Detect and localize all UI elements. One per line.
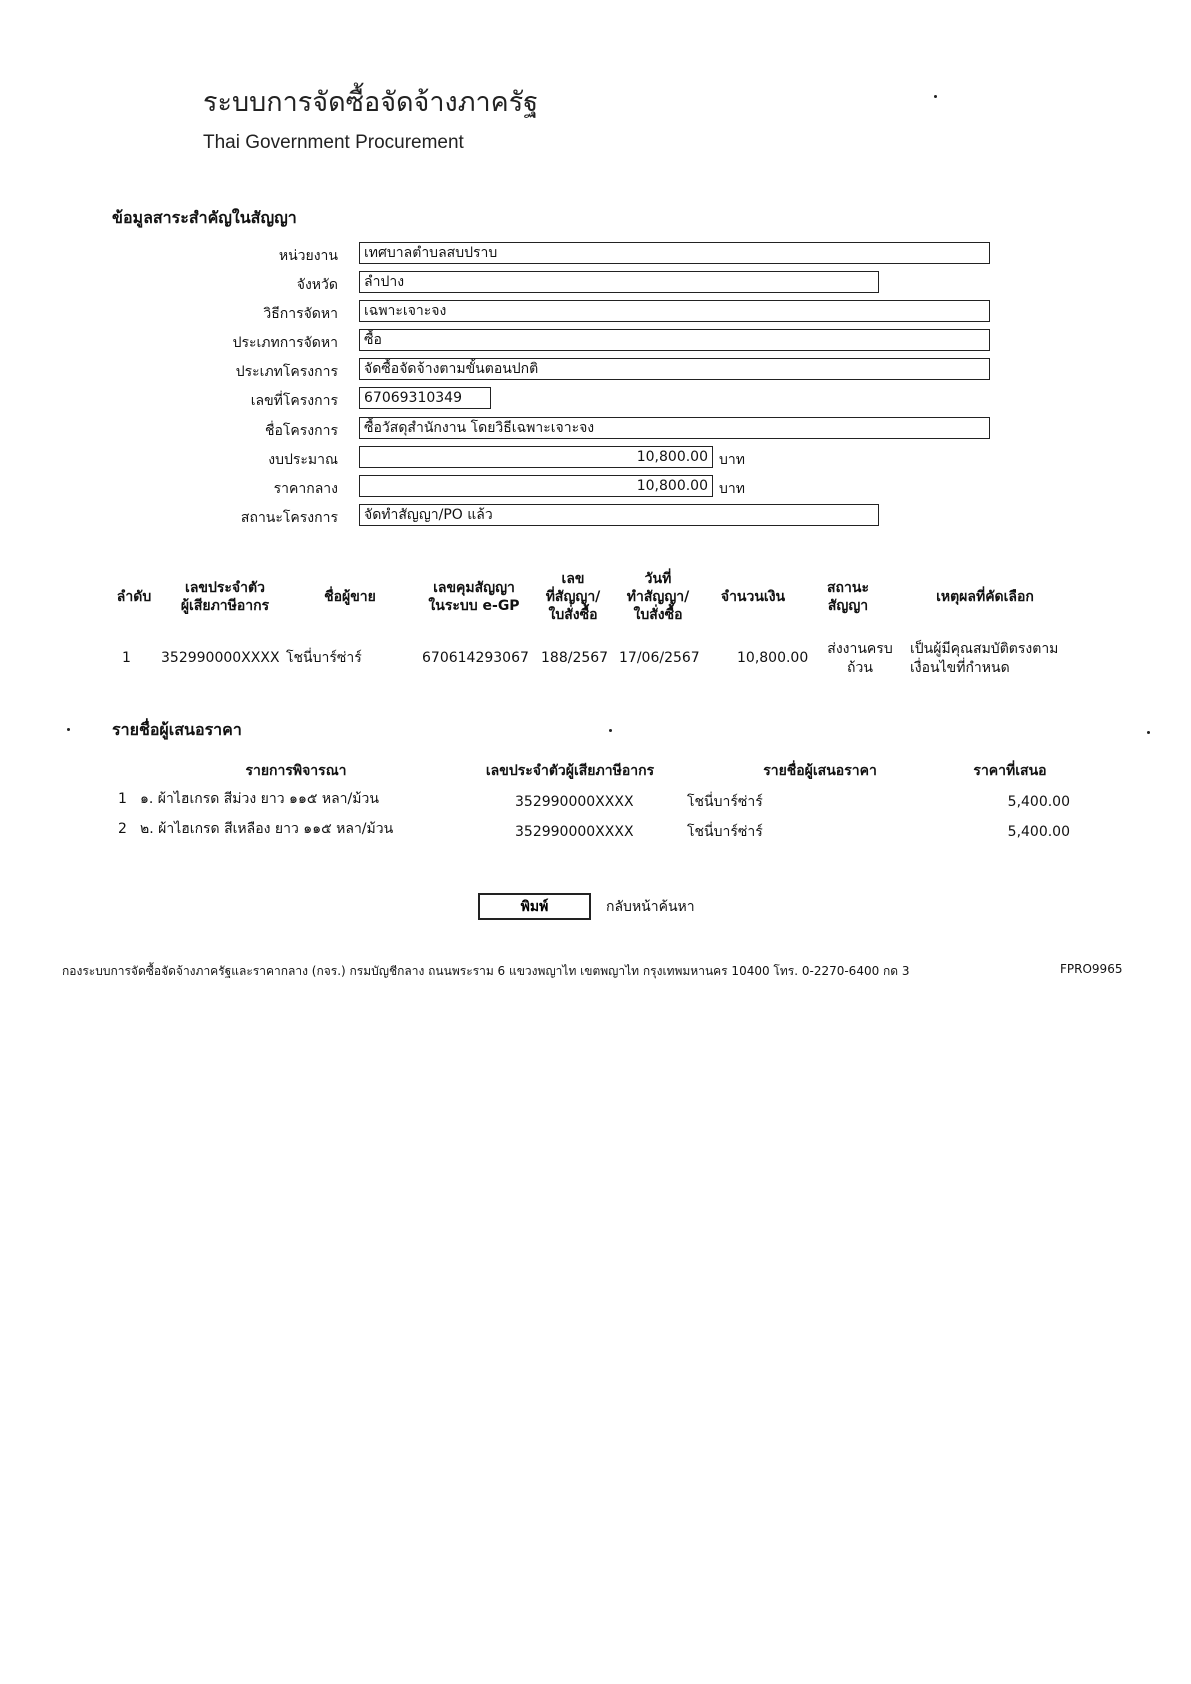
field-value-project-number: 67069310349 [359,387,491,409]
contract-col-egp [414,579,534,615]
contract-row-reason-line1: เป็นผู้มีคุณสมบัติตรงตาม [910,641,1059,657]
contract-col-date-line1: วันที่ [644,571,672,587]
contract-row-vendor: โชนี่บาร์ซ่าร์ [286,650,362,666]
contract-info-heading: ข้อมูลสาระสำคัญในสัญญา [112,208,297,227]
contract-row-no: 1 [122,650,131,666]
field-value-procurement-type: ซื้อ [359,329,990,351]
back-to-search-link[interactable]: กลับหน้าค้นหา [606,899,695,915]
field-value-project-status: จัดทำสัญญา/PO แล้ว [359,504,879,526]
contract-col-no: ลำดับ [116,589,152,605]
contract-col-egp-line1: เลขคุมสัญญา [433,580,515,596]
field-value-project-type: จัดซื้อจัดจ้างตามขั้นตอนปกติ [359,358,990,380]
footer-address: กองระบบการจัดซื้อจัดจ้างภาครัฐและราคากลาง (กจร.) กรมบัญชีกลาง ถนนพระราม 6 แขวงพญาไท เขตพญาไท กรุงเทพมหานคร 10400 โทร. 0-2270-6400 กด 3 [62,964,910,978]
field-value-budget: 10,800.00 [359,446,713,468]
contract-col-date [614,570,702,624]
bidder-row-name: โชนี่บาร์ซ่าร์ [687,824,763,840]
contract-col-contract-no-line2: ที่สัญญา/ [545,589,601,605]
bidder-row-price: 5,400.00 [1007,794,1070,810]
field-label-procurement-type: ประเภทการจัดหา [232,335,338,351]
contract-col-status-line1: สถานะ [827,580,869,596]
bidder-row-tax-id: 352990000XXXX [515,794,634,810]
contract-row-tax-id: 352990000XXXX [161,650,280,666]
field-value-method: เฉพาะเจาะจง [359,300,990,322]
contract-col-contract-no-line1: เลข [561,571,585,587]
page-title-english: Thai Government Procurement [203,132,464,153]
field-label-project-status: สถานะโครงการ [240,510,338,526]
contract-row-reason-line2: เงื่อนไขที่กำหนด [910,660,1010,676]
contract-col-tax-id-line2: ผู้เสียภาษีอากร [180,598,270,614]
field-label-project-type: ประเภทโครงการ [235,364,338,380]
contract-col-status [810,579,886,615]
contract-row-status-line1: ส่งงานครบ [827,641,893,657]
bidders-heading: รายชื่อผู้เสนอราคา [112,720,242,739]
contract-row-amount: 10,800.00 [737,650,809,666]
bidder-row-price: 5,400.00 [1007,824,1070,840]
field-value-project-name: ซื้อวัสดุสำนักงาน โดยวิธีเฉพาะเจาะจง [359,417,990,439]
bidders-col-tax-id: เลขประจำตัวผู้เสียภาษีอากร [485,763,655,779]
contract-col-date-line3: ใบสั่งซื้อ [633,607,683,623]
page-title-thai: ระบบการจัดซื้อจัดจ้างภาครัฐ [203,87,539,118]
contract-row-egp: 670614293067 [422,650,529,666]
contract-col-date-line2: ทำสัญญา/ [626,589,690,605]
bidders-col-name: รายชื่อผู้เสนอราคา [763,763,877,779]
contract-col-reason: เหตุผลที่คัดเลือก [936,589,1034,605]
bidder-row-item: ๑. ผ้าไฮเกรด สีม่วง ยาว ๑๑๕ หลา/ม้วน [140,791,379,807]
field-value-agency: เทศบาลตำบลสบปราบ [359,242,990,264]
contract-col-tax-id [160,579,290,615]
field-label-project-number: เลขที่โครงการ [250,393,338,409]
print-button[interactable]: พิมพ์ [478,893,591,920]
contract-row-date: 17/06/2567 [619,650,700,666]
scan-dot [609,729,612,732]
field-label-project-name: ชื่อโครงการ [264,423,338,439]
bidder-row-tax-id: 352990000XXXX [515,824,634,840]
contract-row-status-line2: ถ้วน [847,660,873,676]
scan-dot [1147,731,1150,734]
field-label-agency: หน่วยงาน [278,248,338,264]
contract-col-contract-no-line3: ใบสั่งซื้อ [548,607,598,623]
field-label-province: จังหวัด [296,277,338,293]
bidder-row-name: โชนี่บาร์ซ่าร์ [687,794,763,810]
bidder-row-no: 2 [118,821,127,837]
contract-row-reason [910,640,1058,678]
contract-col-egp-line2: ในระบบ e-GP [428,598,520,614]
field-value-province: ลำปาง [359,271,879,293]
bidder-row-no: 1 [118,791,127,807]
bullet-dot [67,728,70,731]
contract-col-amount: จำนวนเงิน [720,589,786,605]
bidders-col-price: ราคาที่เสนอ [973,763,1047,779]
field-label-method: วิธีการจัดหา [263,306,338,322]
field-value-median-price: 10,800.00 [359,475,713,497]
contract-col-tax-id-line1: เลขประจำตัว [185,580,265,596]
contract-col-vendor: ชื่อผู้ขาย [324,589,376,605]
contract-row-status [820,640,900,678]
field-label-budget: งบประมาณ [268,452,338,468]
median-price-unit: บาท [719,481,745,497]
scan-dot [934,95,937,98]
budget-unit: บาท [719,452,745,468]
field-label-median-price: ราคากลาง [273,481,338,497]
bidders-col-item: รายการพิจารณา [245,763,347,779]
contract-col-contract-no [536,570,610,624]
footer-code: FPRO9965 [1060,962,1123,976]
contract-row-contract-no: 188/2567 [541,650,609,666]
bidder-row-item: ๒. ผ้าไฮเกรด สีเหลือง ยาว ๑๑๕ หลา/ม้วน [140,821,394,837]
contract-col-status-line2: สัญญา [827,598,869,614]
